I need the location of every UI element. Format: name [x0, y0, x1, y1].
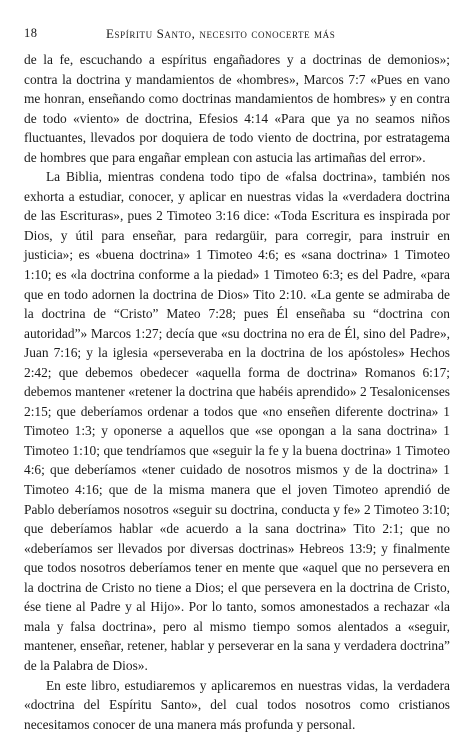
page-number: 18: [24, 26, 38, 41]
paragraph-continued: de la fe, escuchando a espíritus engañadores y a doctrinas de demonios»; contra la doctrina y mandamientos de «hombres», Marcos 7:7 «Pues en vano me honran, enseñando como doctrinas mandamientos de hombres» y en contra de todo «viento» de doctrina, Efesios 4:14 «Para que ya no seamos niños fluctuantes, llevados por doquiera de todo viento de doctrina, por estratagema de hombres que para engañar emplean con astucia las artimañas del error».: [24, 50, 450, 167]
running-head: [24, 24, 450, 44]
paragraph-biblia-doctrina: La Biblia, mientras condena todo tipo de «falsa doctrina», también nos exhorta a estudiar, conocer, y aplicar en nuestras vidas la «verdadera doctrina de las Escrituras», pues 2 Timoteo 3:16 dice: «Toda Escritura es inspirada por Dios, y útil para enseñar, para redargüir, para corregir, para instruir en justicia»; es «buena doctrina» 1 Timoteo 4:6; es «sana doctrina» 1 Timoteo 1:10; es «la doctrina conforme a la piedad» 1 Timoteo 6:3; es del Padre, «para que en todo adornen la doctrina de Dios» Tito 2:10. «La gente se admiraba de la doctrina de “Cristo” Mateo 7:28; pues Él enseñaba su “doctrina con autoridad”» Marcos 1:27; decía que «su doctrina no era de Él, sino del Padre», Juan 7:16; y la iglesia «perseveraba en la doctrina de los apóstoles» Hechos 2:42; que debemos obedecer «aquella forma de doctrina» Romanos 6:17; debemos mantener «retener la doctrina que habéis aprendido» 2 Tesalonicenses 2:15; que deberíamos ordenar a todos que «no enseñen diferente doctrina» 1 Timoteo 1:3; y oponerse a aquellos que «se opongan a la sana doctrina» 1 Timoteo 1:10; que tendríamos que «seguir la fe y la buena doctrina» 1 Timoteo 4:6; que deberíamos «tener cuidado de nosotros mismos y de la doctrina» 1 Timoteo 4:16; que de la misma manera que el joven Timoteo aprendió de Pablo deberíamos nosotros «seguir su doctrina, conducta y fe» 2 Timoteo 3:10; que deberíamos hablar «de acuerdo a la sana doctrina» Tito 2:1; que no «deberíamos ser llevados por diversas doctrinas» Hebreos 13:9; y finalmente que todos nosotros deberíamos tener en mente que «aquel que no persevera en la doctrina de Cristo no tiene a Dios; el que persevera en la doctrina de Cristo, ése tiene al Padre y al Hijo». Por lo tanto, somos amonestados a rechazar «la mala y falsa doctrina», pero al mismo tiempo somos alentados a «seguir, mantener, enseñar, retener, hablar y perseverar en la sana y verdadera doctrina” de la Palabra de Dios».: [24, 167, 450, 675]
paragraph-en-este-libro: En este libro, estudiaremos y aplicaremos en nuestras vidas, la verdadera «doctrina del Espíritu Santo», del cual todos nosotros como cristianos necesitamos conocer de una manera más profunda y personal.: [24, 676, 450, 734]
book-page: [24, 24, 450, 734]
body-text: [24, 50, 450, 734]
running-title: Espíritu Santo, necesito conocerte más: [106, 26, 335, 42]
